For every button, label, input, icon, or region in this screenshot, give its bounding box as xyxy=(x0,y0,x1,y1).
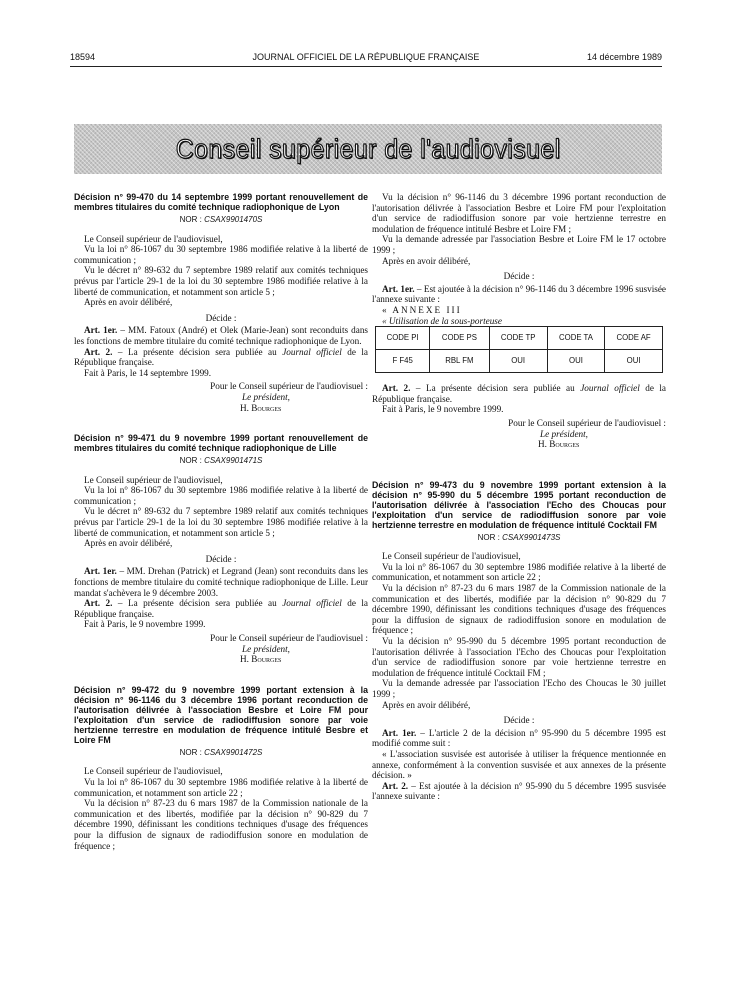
article-1-quote: « L'association susvisée est autorisée à utiliser la fréquence mentionnée en annexe, conformément à la convention susvisée et aux annexes de la présente décision. » xyxy=(372,748,666,781)
preamble: Après en avoir délibéré, xyxy=(382,255,471,266)
decision-title: Décision n° 99-471 du 9 novembre 1999 portant renouvellement de membres titulaires du comité technique radiophonique de Lille xyxy=(74,433,368,454)
table-row xyxy=(376,350,663,373)
table-header: CODE TP xyxy=(489,327,547,350)
table-header: CODE TA xyxy=(547,327,604,350)
annexe-title: « ANNEXE III xyxy=(382,304,462,315)
preamble: Vu la décision n° 95-990 du 5 décembre 1995 portant reconduction de l'autorisation délivrée à l'association l'Echo des Choucas pour l'exploitation d'un service de radiodiffusion sonore par voie hertzienne terrestre en modulation de fréquence intitulé Cocktail FM ; xyxy=(372,636,666,678)
decide-heading: Décide : xyxy=(205,312,237,323)
signature-role: Le président, xyxy=(242,643,290,654)
signing-place-date: Fait à Paris, le 14 septembre 1999. xyxy=(84,367,212,378)
article-2: Art. 2. – La présente décision sera publiée au Journal officiel de la République française. xyxy=(74,346,369,368)
left-column xyxy=(74,192,368,851)
preamble: Après en avoir délibéré, xyxy=(84,538,173,549)
annexe-subtitle: « Utilisation de la sous-porteuse xyxy=(382,315,502,326)
article-2: Art. 2. – La présente décision sera publiée au Journal officiel de la République française. xyxy=(372,383,667,404)
preamble: Le Conseil supérieur de l'audiovisuel, xyxy=(84,233,223,244)
article-2: Art. 2. – La présente décision sera publiée au Journal officiel de la République française. xyxy=(74,598,369,619)
decide-heading: Décide : xyxy=(503,715,535,726)
decision-title: Décision n° 99-473 du 9 novembre 1999 portant extension à la décision n° 95-990 du 5 décembre 1995 portant reconduction de l'autorisation délivrée à l'association l'Echo des Choucas pour l'exploitation d'un service de radiodiffusion sonore par voie hertzienne terrestre en modulation de fréquence intitulé Cocktail FM xyxy=(372,479,666,530)
decide-heading: Décide : xyxy=(503,271,535,282)
signature-name: H. Bourges xyxy=(240,654,282,665)
article-1: Art. 1er. – MM. Fatoux (André) et Olek (Marie-Jean) sont reconduits dans les fonctions de membre titulaire du comité technique radiophonique de Lyon. xyxy=(74,325,368,346)
signature-for: Pour le Conseil supérieur de l'audiovisuel : xyxy=(210,633,368,643)
signature-for: Pour le Conseil supérieur de l'audiovisuel : xyxy=(210,381,368,392)
preamble: Vu la demande adressée par l'association Besbre et Loire FM le 17 octobre 1999 ; xyxy=(372,234,666,255)
signature-role: Le président, xyxy=(540,428,588,439)
signing-place-date: Fait à Paris, le 9 novembre 1999. xyxy=(84,619,206,630)
signing-place-date: Fait à Paris, le 9 novembre 1999. xyxy=(382,404,504,415)
page-number: 18594 xyxy=(70,52,96,62)
preamble: Vu la loi n° 86-1067 du 30 septembre 1986 modifiée relative à la liberté de communication ; xyxy=(74,485,368,506)
decide-heading: Décide : xyxy=(205,553,237,564)
table-header: CODE AF xyxy=(605,327,663,350)
decision-99-470 xyxy=(74,192,368,413)
nor-reference: NOR : CSAX9901473S xyxy=(477,532,561,542)
decision-title: Décision n° 99-472 du 9 novembre 1999 portant extension à la décision n° 96-1146 du 3 décembre 1996 portant reconduction de l'autorisation délivrée à l'association Besbre et Loire FM pour l'exploitation d'un service de radiodiffusion sonore par voie hertzienne terrestre en modulation de fréquence intitulé Besbre et Loire FM xyxy=(74,684,368,745)
preamble: Vu le décret n° 89-632 du 7 septembre 1989 relatif aux comités techniques prévus par l'article 29-1 de la loi du 30 septembre 1986 modifiée relative à la liberté de communication, et notamment son article 5 ; xyxy=(74,506,368,538)
table-header: CODE PI xyxy=(376,327,430,350)
preamble: Vu le décret n° 89-632 du 7 septembre 1989 relatif aux comités techniques prévus par l'article 29-1 de la loi du 30 septembre 1986 modifiée relative à la liberté de communication, et notamment son article 5 ; xyxy=(74,265,368,297)
decision-99-473 xyxy=(372,480,666,802)
preamble: Vu la loi n° 86-1067 du 30 septembre 1986 modifiée relative à la liberté de communication, et notamment son article 22 ; xyxy=(74,776,368,798)
table-cell: RBL FM xyxy=(430,350,489,373)
signature-role: Le président, xyxy=(242,391,290,402)
right-column xyxy=(372,192,666,802)
preamble: Vu la décision n° 96-1146 du 3 décembre 1996 portant reconduction de l'autorisation délivrée à l'association Besbre et Loire FM pour l'exploitation d'un service de radiodiffusion sonore par voie hertzienne terrestre en modulation de fréquence intitulé Besbre et Loire FM ; xyxy=(372,192,666,234)
banner-title: Conseil supérieur de l'audiovisuel xyxy=(175,133,561,164)
article-2: Art. 2. – Est ajoutée à la décision n° 95-990 du 5 décembre 1995 susvisée l'annexe suivante : xyxy=(372,780,666,802)
header-rule xyxy=(70,66,662,67)
table-cell: F F45 xyxy=(376,350,430,373)
preamble: Le Conseil supérieur de l'audiovisuel, xyxy=(382,551,521,562)
table-header-row xyxy=(376,327,663,350)
preamble: Vu la décision n° 87-23 du 6 mars 1987 de la Commission nationale de la communication et des libertés, modifiée par la décision n° 90-829 du 7 décembre 1990, définissant les conditions techniques d'usage des fréquences pour la diffusion de signaux de radiodiffusion sonore en modulation de fréquence ; xyxy=(372,583,666,636)
nor-reference: NOR : CSAX9901471S xyxy=(179,456,263,466)
signature-for: Pour le Conseil supérieur de l'audiovisuel : xyxy=(508,417,666,428)
section-banner xyxy=(74,124,662,174)
preamble: Après en avoir délibéré, xyxy=(382,699,471,710)
table-cell: OUI xyxy=(605,350,663,373)
journal-title: JOURNAL OFFICIEL DE LA RÉPUBLIQUE FRANÇAISE xyxy=(252,52,480,62)
preamble: Vu la loi n° 86-1067 du 30 septembre 1986 modifiée relative à la liberté de communication, et notamment son article 22 ; xyxy=(372,561,666,583)
preamble: Vu la demande adressée par l'association l'Echo des Choucas le 30 juillet 1999 ; xyxy=(372,678,666,699)
signature-name: H. Bourges xyxy=(240,402,282,413)
subcarrier-table xyxy=(375,326,663,373)
preamble: Vu la loi n° 86-1067 du 30 septembre 1986 modifiée relative à la liberté de communication ; xyxy=(74,244,368,265)
article-1: Art. 1er. – MM. Drehan (Patrick) et Legrand (Jean) sont reconduits dans les fonctions de membre titulaire du comité technique radiophonique de Lille. Leur mandat s'achèvera le 9 décembre 2003. xyxy=(74,566,368,598)
preamble: Après en avoir délibéré, xyxy=(84,297,173,308)
article-1: Art. 1er. – Est ajoutée à la décision n° 96-1146 du 3 décembre 1996 susvisée l'annexe suivante : xyxy=(372,283,666,305)
issue-date: 14 décembre 1989 xyxy=(586,52,662,62)
signature-name: H. Bourges xyxy=(538,439,580,450)
table-header: CODE PS xyxy=(430,327,489,350)
article-1: Art. 1er. – L'article 2 de la décision n° 95-990 du 5 décembre 1995 est modifié comme suit : xyxy=(372,727,666,749)
table-cell: OUI xyxy=(547,350,604,373)
decision-99-471 xyxy=(74,433,368,665)
preamble: Le Conseil supérieur de l'audiovisuel, xyxy=(84,474,223,485)
nor-reference: NOR : CSAX9901470S xyxy=(179,215,263,224)
decision-title: Décision n° 99-470 du 14 septembre 1999 portant renouvellement de membres titulaires du comité technique radiophonique de Lyon xyxy=(74,192,368,212)
decision-99-472-continued xyxy=(372,192,666,450)
decision-99-472 xyxy=(74,685,368,851)
preamble: Le Conseil supérieur de l'audiovisuel, xyxy=(84,766,223,777)
nor-reference: NOR : CSAX9901472S xyxy=(179,747,263,757)
preamble: Vu la décision n° 87-23 du 6 mars 1987 de la Commission nationale de la communication et des libertés, modifiée par la décision n° 90-829 du 7 décembre 1990, définissant les conditions techniques d'usage des fréquences pour la diffusion de signaux de radiodiffusion sonore en modulation de fréquence ; xyxy=(74,798,368,851)
table-cell: OUI xyxy=(489,350,547,373)
